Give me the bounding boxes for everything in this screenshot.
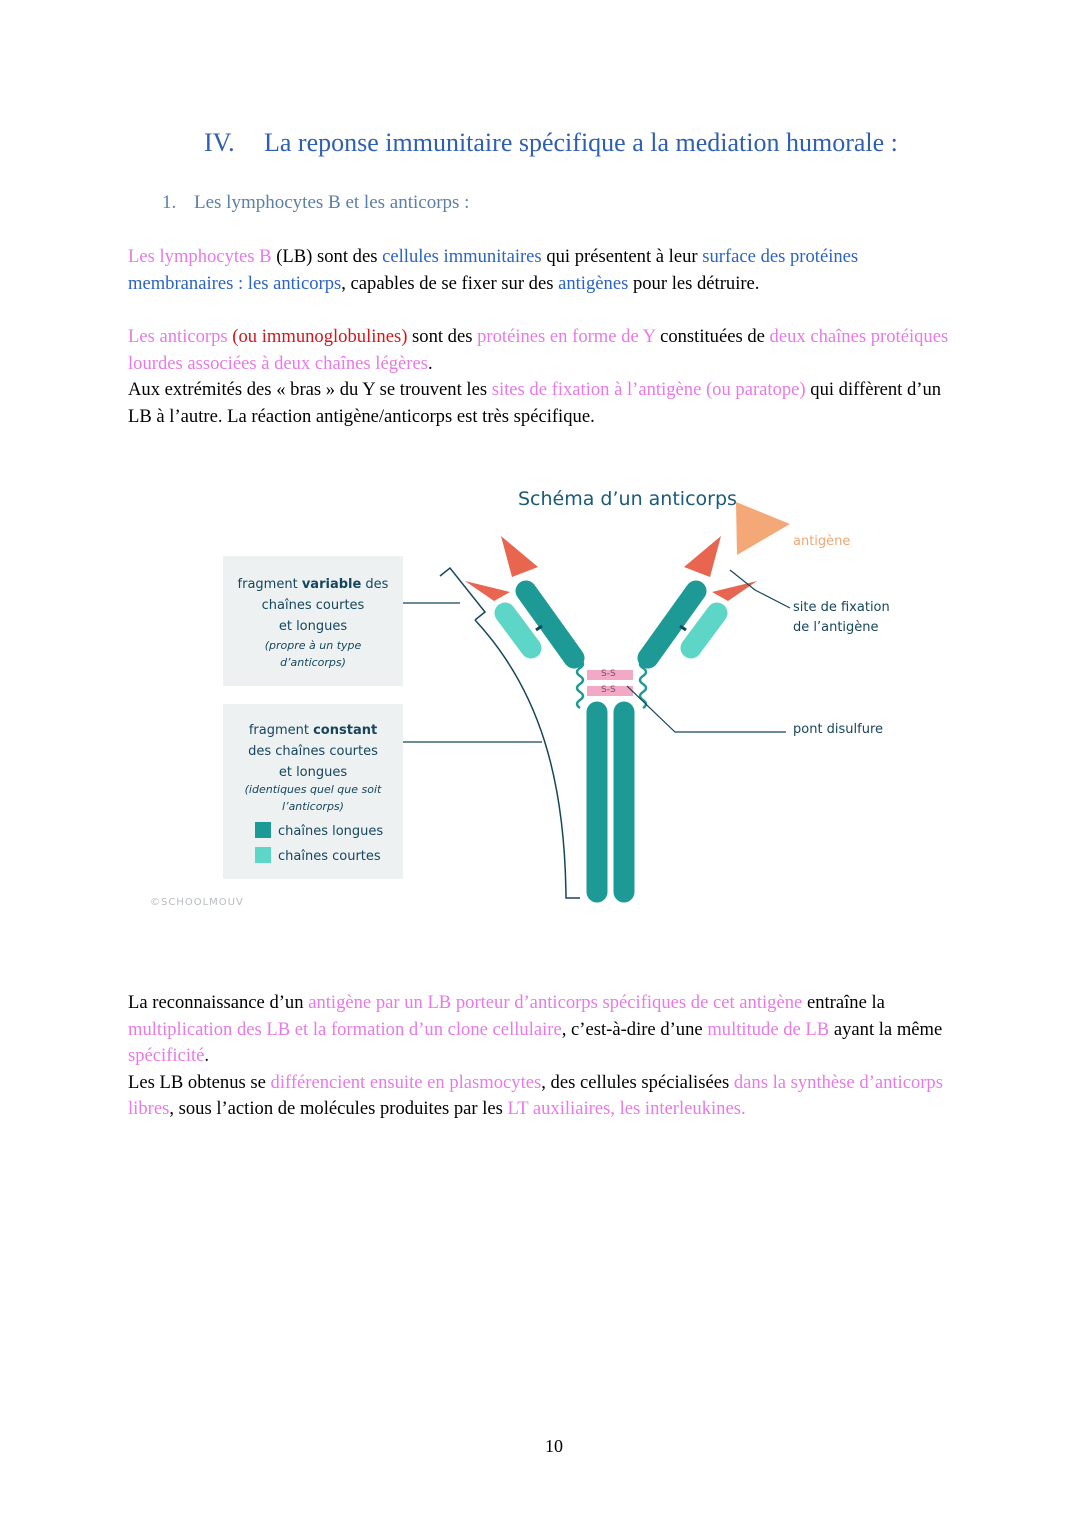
constant-note2: l’anticorps) (282, 800, 344, 813)
highlight: (ou immunoglobulines) (227, 326, 408, 347)
highlight: deux chaînes protéiques lourdes associées à deux chaînes légères (128, 326, 949, 374)
paragraph-lymphocytes (128, 244, 968, 297)
text-bold: constant (313, 723, 378, 738)
site-label-1: site de fixation (793, 600, 890, 615)
text: des (361, 577, 389, 592)
highlight: Les anticorps (128, 326, 228, 347)
constant-note1: (identiques quel que soit (244, 783, 382, 796)
highlight: antigènes (558, 272, 629, 294)
highlight: sites de fixation à l’antigène (ou paratope) (491, 379, 806, 400)
ss-label-1: S-S (601, 669, 616, 679)
bridge-label: pont disulfure (793, 722, 884, 737)
variable-tip-long-left (501, 536, 538, 577)
legend-swatch-short (255, 847, 271, 863)
constant-line1 (223, 720, 403, 741)
text: La reconnaissance d’un (128, 992, 309, 1013)
text: Aux extrémités des « bras » du Y se trouvent les (128, 379, 492, 400)
legend-label: chaînes courtes (278, 849, 381, 864)
section-numeral: IV. (204, 128, 235, 157)
antibody-diagram (140, 480, 940, 910)
constant-line3: et longues (278, 765, 348, 780)
light-chain-right-arm (691, 613, 717, 648)
paragraph-reconnaissance (128, 990, 968, 1123)
text: , c’est-à-dire d’une (561, 1018, 708, 1040)
text: sont des (407, 326, 478, 347)
text: , sous l’action de molécules produites par les (169, 1098, 508, 1119)
text: fragment (248, 723, 314, 738)
variable-note2: d’anticorps) (280, 656, 346, 669)
highlight: LT auxiliaires, les interleukines. (507, 1098, 746, 1119)
constant-fragment-box (223, 704, 403, 879)
variable-tip-short-left (465, 581, 510, 601)
highlight: antigène par un LB porteur d’anticorps spécifiques de cet antigène (308, 992, 803, 1013)
legend-label: chaînes longues (278, 824, 384, 839)
subsection-heading (162, 192, 469, 214)
legend-swatch-long (255, 822, 271, 838)
text: . (427, 352, 433, 374)
diagram-title: Schéma d’un anticorps (518, 488, 737, 510)
highlight: dans la synthèse d’anticorps libres (128, 1071, 943, 1119)
legend-long (255, 822, 383, 839)
highlight: spécificité (128, 1045, 205, 1066)
variable-bracket (440, 568, 485, 620)
highlight: multitude de LB (707, 1018, 830, 1040)
text: fragment (237, 577, 302, 592)
highlight: protéines en forme de Y (477, 326, 656, 347)
text-bold: variable (301, 577, 362, 592)
text: entraîne la (802, 992, 885, 1013)
subsection-title: Les lymphocytes B et les anticorps : (194, 192, 470, 213)
highlight: Les lymphocytes B (128, 246, 272, 267)
highlight: multiplication des LB et la formation d’un clone cellulaire (128, 1018, 562, 1040)
antigen-label: antigène (793, 534, 851, 549)
variable-tip-short-right (712, 581, 757, 601)
text: , des cellules spécialisées (541, 1071, 734, 1093)
ss-label-2: S-S (601, 685, 616, 695)
text: ayant la même (829, 1018, 943, 1040)
variable-line3: et longues (278, 619, 348, 634)
site-label-2: de l’antigène (793, 620, 879, 635)
highlight: cellules immunitaires (382, 246, 542, 267)
variable-fragment-box (223, 556, 403, 686)
variable-tip-long-right (684, 536, 721, 577)
variable-line1 (223, 574, 403, 595)
antigen-shape (736, 502, 790, 555)
highlight: différencient ensuite en plasmocytes (270, 1071, 542, 1093)
text: qui diffèrent d’un LB à l’autre. La réaction antigène/anticorps est très spécifique. (128, 379, 942, 427)
constant-line2: des chaînes courtes (248, 744, 378, 759)
text: constituées de (655, 326, 770, 347)
text: pour les détruire. (628, 272, 760, 294)
text: . (204, 1045, 210, 1066)
legend-short (255, 847, 381, 864)
paragraph-anticorps (128, 324, 968, 430)
subsection-number: 1. (162, 192, 177, 213)
highlight: surface des protéines membranaires : les anticorps (128, 246, 859, 294)
variable-note1: (propre à un type (264, 639, 362, 652)
text: , capables de se fixer sur des (341, 272, 559, 294)
copyright-watermark: ©SCHOOLMOUV (150, 897, 244, 908)
variable-line2: chaînes courtes (261, 598, 365, 613)
text: qui présentent à leur (541, 246, 703, 267)
leader-bridge (627, 686, 786, 732)
text: (LB) sont des (271, 246, 383, 267)
light-chain-left-arm (505, 613, 531, 648)
text: Les LB obtenus se (128, 1071, 271, 1093)
section-heading (204, 128, 898, 158)
page-number: 10 (545, 1436, 563, 1456)
section-title: La reponse immunitaire spécifique a la mediation humorale : (264, 128, 898, 157)
